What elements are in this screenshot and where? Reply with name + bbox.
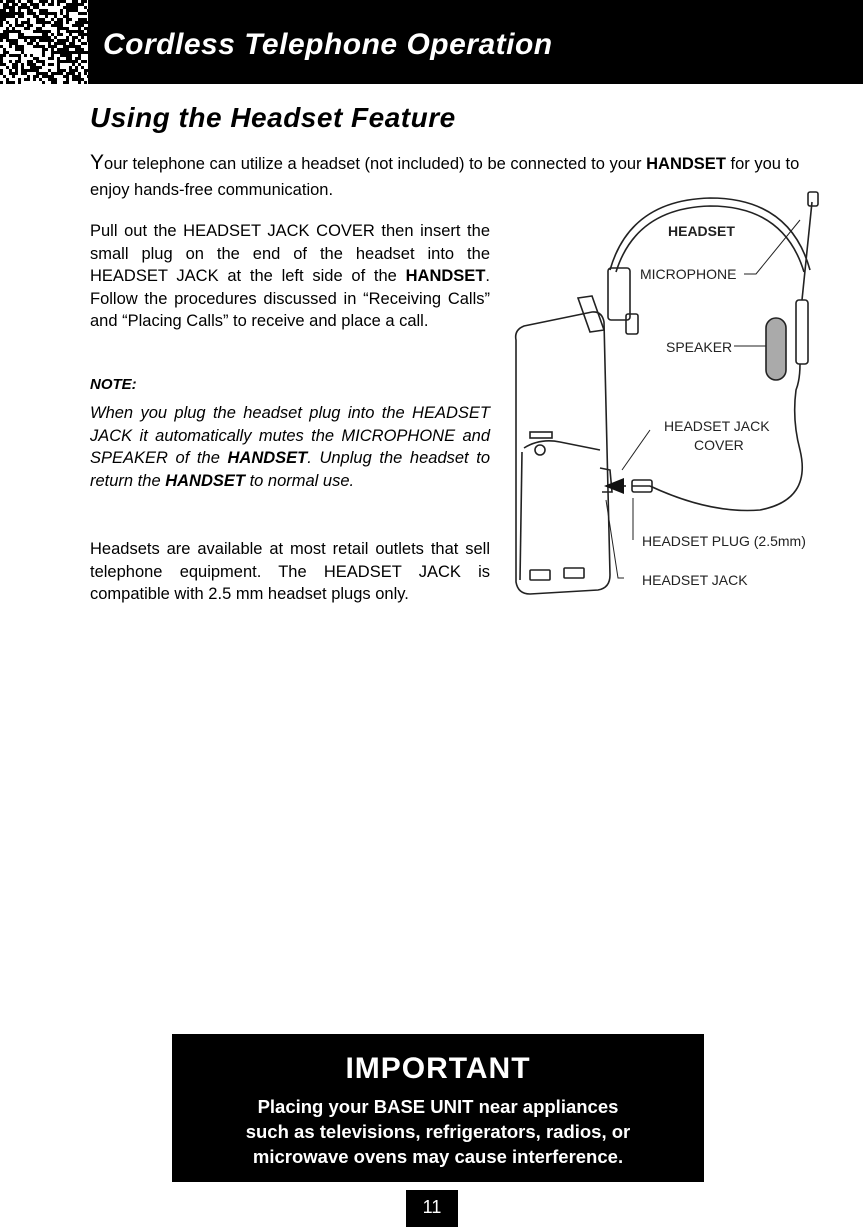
intro-text: our telephone can utilize a headset (not included) to be connected to your <box>104 155 647 173</box>
important-line-1: Placing your BASE UNIT near appliances <box>257 1096 619 1117</box>
header-title: Cordless Telephone Operation <box>103 28 553 61</box>
label-headset-jack: HEADSET JACK <box>642 572 748 588</box>
label-jack-cover-line1: HEADSET JACK <box>664 418 770 434</box>
instructions-paragraph <box>90 220 490 333</box>
intro-text-after: for you to enjoy hands-free communication. <box>90 155 800 199</box>
important-notice <box>172 1034 704 1182</box>
label-speaker: SPEAKER <box>666 339 733 355</box>
important-line-2: such as televisions, refrigerators, radios, or <box>245 1121 631 1142</box>
page-number: 11 <box>406 1190 458 1227</box>
instructions-text-b: . Follow the procedures discussed in “Receiving Calls” and “Placing Calls” to receive and place a call. <box>90 267 490 330</box>
note-text-c: to normal use. <box>244 471 355 490</box>
header-bar <box>0 0 863 84</box>
note-text <box>90 402 490 492</box>
note-text-a: When you plug the headset plug into the HEADSET JACK it automatically mutes the MICROPHONE and SPEAKER of the <box>90 404 490 467</box>
noise-pattern-graphic <box>0 0 88 84</box>
label-headset: HEADSET <box>668 223 735 239</box>
note-bold-2: HANDSET <box>165 471 245 490</box>
instructions-bold: HANDSET <box>405 267 486 285</box>
label-headset-plug: HEADSET PLUG (2.5mm) <box>642 533 806 549</box>
header-noise-pattern <box>0 0 88 84</box>
headset-diagram <box>500 180 840 610</box>
intro-first-letter: Y <box>90 151 105 174</box>
label-jack-cover-line2: COVER <box>694 437 744 453</box>
note-label: NOTE: <box>90 376 137 393</box>
intro-bold: HANDSET <box>646 155 726 173</box>
label-microphone: MICROPHONE <box>640 266 737 282</box>
instructions-text-a: Pull out the HEADSET JACK COVER then insert the small plug on the end of the headset into the HEADSET JACK at the left side of the <box>90 222 490 285</box>
note-bold-1: HANDSET <box>227 449 308 467</box>
important-title: IMPORTANT <box>345 1052 531 1085</box>
section-title: Using the Headset Feature <box>90 102 456 133</box>
availability-paragraph: Headsets are available at most retail outlets that sell telephone equipment. The HEADSET JACK is compatible with 2.5 mm headset plugs only. <box>90 540 490 603</box>
important-body <box>172 1094 704 1169</box>
note-text-b: . Unplug the headset to return the <box>90 449 491 490</box>
handset-illustration <box>516 296 612 594</box>
important-line-3: microwave ovens may cause interference. <box>252 1146 624 1167</box>
